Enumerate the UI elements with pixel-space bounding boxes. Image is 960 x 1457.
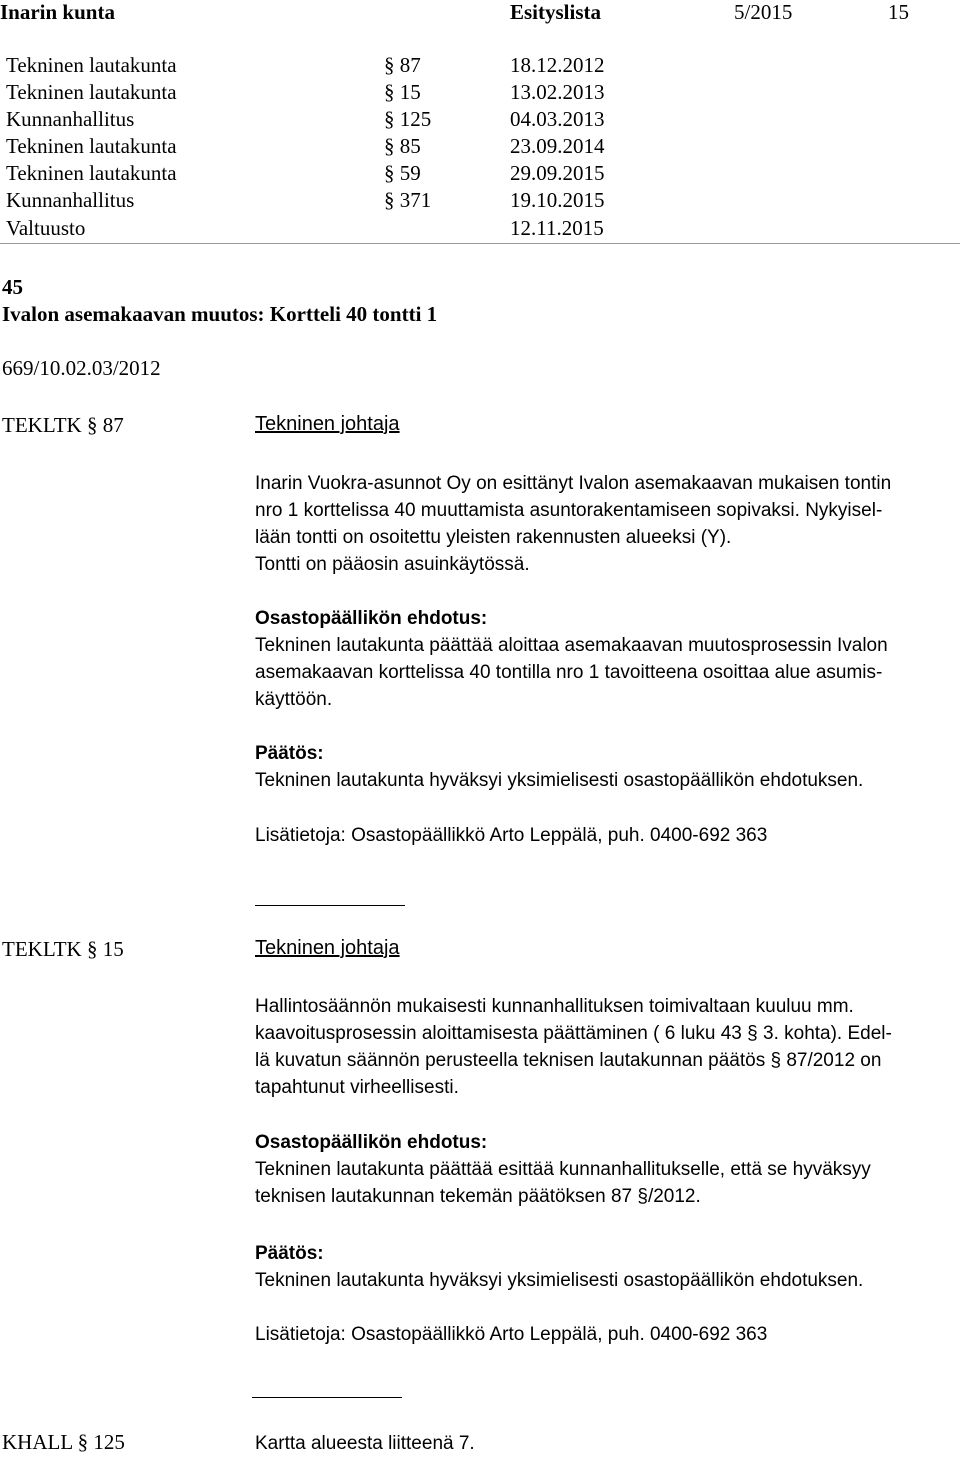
paragraph-line: tapahtunut virheellisesti. [255, 1077, 459, 1098]
municipality-name: Inarin kunta [0, 0, 115, 24]
proposal-line: käyttöön. [255, 689, 333, 710]
issue-number: 5/2015 [734, 0, 793, 24]
contact-info: Lisätietoja: Osastopäällikkö Arto Leppälä, puh. 0400-692 363 [255, 1324, 768, 1345]
presenter-heading: Tekninen johtaja [255, 413, 400, 435]
proposal-line: Tekninen lautakunta päättää esittää kunnanhallitukselle, että se hyväksyy [255, 1159, 871, 1180]
history-date: 18.12.2012 [510, 53, 605, 77]
decision-label: Päätös: [255, 743, 324, 764]
history-section: § 87 [384, 53, 421, 77]
section-separator [252, 1397, 402, 1398]
history-body: Tekninen lautakunta [6, 134, 177, 158]
paragraph-line: Tontti on pääosin asuinkäytössä. [255, 554, 530, 575]
history-date: 04.03.2013 [510, 107, 605, 131]
history-body: Valtuusto [6, 216, 86, 240]
paragraph-line: Hallintosäännön mukaisesti kunnanhallituksen toimivaltaan kuuluu mm. [255, 996, 854, 1017]
section-ref: TEKLTK § 15 [2, 937, 124, 961]
decision-label: Päätös: [255, 1243, 324, 1264]
decision-text: Tekninen lautakunta hyväksyi yksimielisesti osastopäällikön ehdotuksen. [255, 1270, 864, 1291]
proposal-line: asemakaavan korttelissa 40 tontilla nro 1 tavoitteena osoittaa alue asumis- [255, 662, 883, 683]
history-body: Tekninen lautakunta [6, 53, 177, 77]
attachment-note: Kartta alueesta liitteenä 7. [255, 1433, 475, 1454]
proposal-label: Osastopäällikön ehdotus: [255, 1132, 488, 1153]
history-date: 12.11.2015 [510, 216, 604, 240]
document-type: Esityslista [510, 0, 602, 24]
item-title: Ivalon asemakaavan muutos: Kortteli 40 tontti 1 [2, 302, 438, 326]
history-date: 19.10.2015 [510, 188, 605, 212]
history-section: § 371 [384, 188, 432, 212]
history-date: 23.09.2014 [510, 134, 605, 158]
section-ref: TEKLTK § 87 [2, 413, 124, 437]
page-number: 15 [888, 0, 909, 24]
contact-info: Lisätietoja: Osastopäällikkö Arto Leppälä, puh. 0400-692 363 [255, 825, 768, 846]
history-body: Tekninen lautakunta [6, 161, 177, 185]
paragraph-line: lä kuvatun säännön perusteella teknisen lautakunnan päätös § 87/2012 on [255, 1050, 882, 1071]
proposal-label: Osastopäällikön ehdotus: [255, 608, 488, 629]
header-divider [0, 243, 960, 244]
diary-number: 669/10.02.03/2012 [2, 356, 161, 380]
paragraph-line: Inarin Vuokra-asunnot Oy on esittänyt Ivalon asemakaavan mukaisen tontin [255, 473, 892, 494]
history-section: § 85 [384, 134, 421, 158]
history-body: Tekninen lautakunta [6, 80, 177, 104]
section-ref: KHALL § 125 [2, 1430, 125, 1454]
history-body: Kunnanhallitus [6, 188, 135, 212]
history-date: 13.02.2013 [510, 80, 605, 104]
paragraph-line: kaavoitusprosessin aloittamisesta päättäminen ( 6 luku 43 § 3. kohta). Edel- [255, 1023, 892, 1044]
section-separator [255, 905, 405, 906]
history-body: Kunnanhallitus [6, 107, 135, 131]
proposal-line: Tekninen lautakunta päättää aloittaa asemakaavan muutosprosessin Ivalon [255, 635, 888, 656]
proposal-line: teknisen lautakunnan tekemän päätöksen 87 §/2012. [255, 1186, 701, 1207]
decision-text: Tekninen lautakunta hyväksyi yksimielisesti osastopäällikön ehdotuksen. [255, 770, 864, 791]
paragraph-line: nro 1 korttelissa 40 muuttamista asuntorakentamiseen sopivaksi. Nykyisel- [255, 500, 883, 521]
history-section: § 59 [384, 161, 421, 185]
paragraph-line: lään tontti on osoitettu yleisten rakennusten alueeksi (Y). [255, 527, 732, 548]
presenter-heading: Tekninen johtaja [255, 937, 400, 959]
history-section: § 125 [384, 107, 432, 131]
history-section: § 15 [384, 80, 421, 104]
history-date: 29.09.2015 [510, 161, 605, 185]
item-number: 45 [2, 275, 23, 299]
